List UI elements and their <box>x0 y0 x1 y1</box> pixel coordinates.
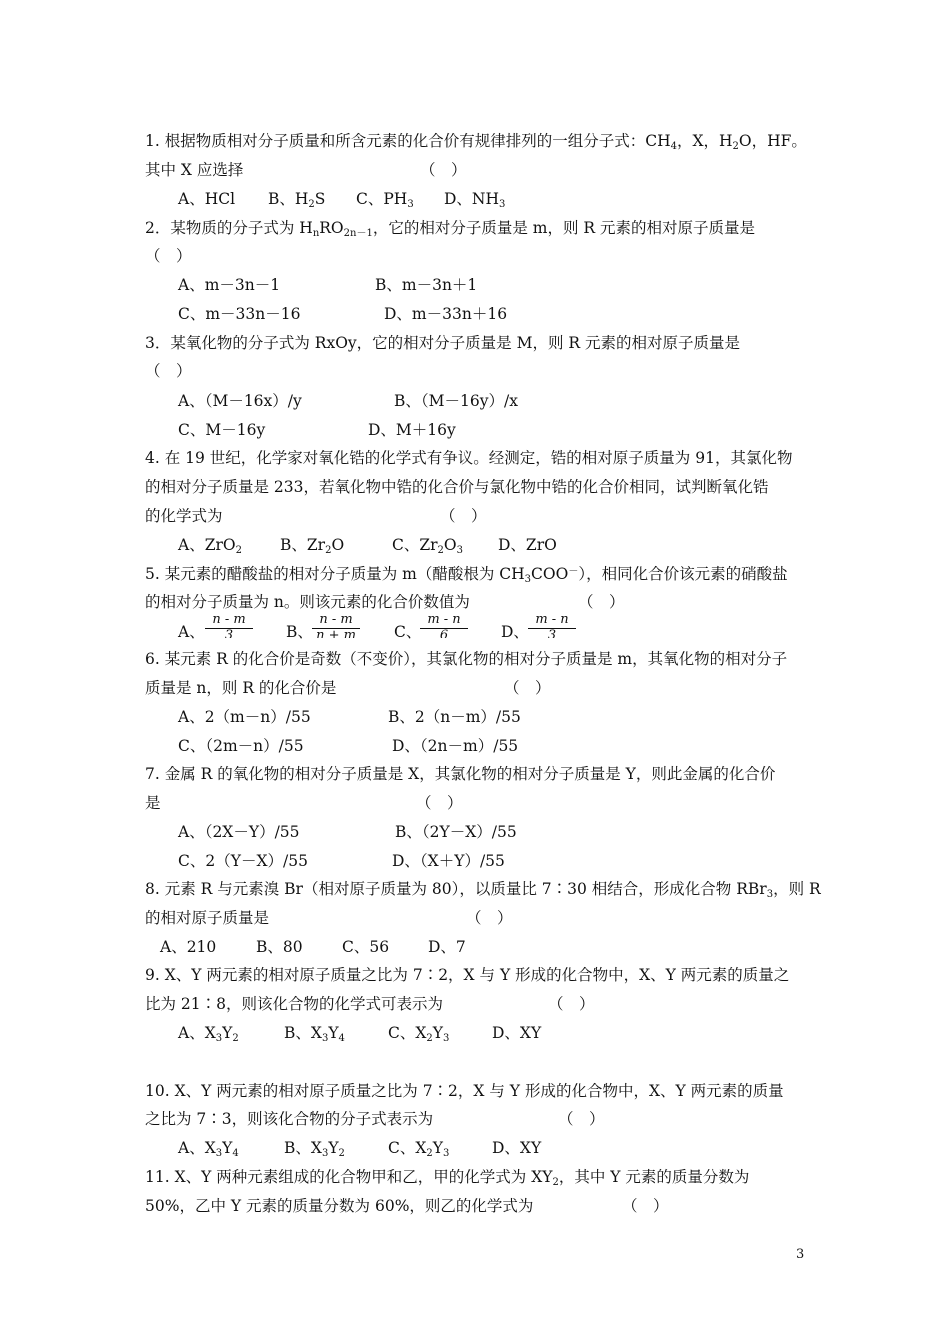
q4-stem-line3: 的化学式为 <box>145 507 223 525</box>
q9-option-d: D、XY <box>492 1024 542 1042</box>
q10-stem-line2: 之比为 7∶3，则该化合物的分子式表示为 <box>145 1110 434 1128</box>
q1-option-d: D、$NH_3$ <box>444 190 506 210</box>
q4-option-c: C、$Zr_2O_3$ <box>392 536 464 556</box>
q8-stem-line2: 的相对原子质量是 <box>145 909 270 927</box>
q11-answer-blank: （ ） <box>622 1197 669 1215</box>
q7-option-b: B、（2Y－X）/55 <box>395 823 517 841</box>
q9-answer-blank: （ ） <box>548 995 595 1013</box>
q10-option-b: B、$X_3Y_2$ <box>284 1139 345 1159</box>
q6-stem-line1: 6. 某元素 R 的化合价是奇数（不变价），其氯化物的相对分子质量是 m，其氧化物的相对分子 <box>145 650 788 668</box>
q6-option-a: A、2（m－n）/55 <box>178 708 311 726</box>
q1-option-b: B、$H_2S$ <box>268 190 326 210</box>
q1-option-a: A、HCl <box>178 190 236 208</box>
q6-option-c: C、（2m－n）/55 <box>178 737 304 755</box>
q7-stem-line2: 是 <box>145 794 161 812</box>
q4-stem-line2: 的相对分子质量是 233，若氧化物中锆的化合价与氯化物中锆的化合价相同，试判断氧化锆 <box>145 478 769 496</box>
q3-option-d: D、M＋16y <box>368 421 456 439</box>
q2-option-d: D、m－33n＋16 <box>384 305 508 323</box>
q5-stem-line2: 的相对分子质量为 n。则该元素的化合价数值为 <box>145 593 470 611</box>
q6-answer-blank: （ ） <box>504 679 551 697</box>
q9-stem-line2: 比为 21∶8，则该化合物的化学式可表示为 <box>145 995 444 1013</box>
q3-option-a: A、（M－16x）/y <box>178 392 302 410</box>
q5-stem-line1: 5. 某元素的醋酸盐的相对分子质量为 m（醋酸根为 $CH_3COO^-$），相同化合价该元素的硝酸盐 <box>145 565 788 585</box>
q1-stem-line1: 1. 根据物质相对分子质量和所含元素的化合价有规律排列的一组分子式：$CH_4$，X，$H_2O$，HF。 <box>145 132 807 152</box>
q4-stem-line1: 4. 在 19 世纪，化学家对氧化锆的化学式有争议。经测定，锆的相对原子质量为 91，其氯化物 <box>145 449 793 467</box>
q5-option-c-fraction: $\frac{m - n}{6}$ <box>420 612 468 638</box>
q9-option-b: B、$X_3Y_4$ <box>284 1024 345 1044</box>
q11-stem-line2: 50%，乙中 Y 元素的质量分数为 60%，则乙的化学式为 <box>145 1197 534 1215</box>
q7-answer-blank: （ ） <box>416 794 463 812</box>
q9-option-a: A、$X_3Y_2$ <box>178 1024 239 1044</box>
q8-option-b: B、80 <box>256 938 303 956</box>
q3-answer-blank: （ ） <box>145 362 192 380</box>
q6-stem-line2: 质量是 n，则 R 的化合价是 <box>145 679 337 697</box>
q8-option-d: D、7 <box>428 938 466 956</box>
q1-option-c: C、$PH_3$ <box>356 190 414 210</box>
q1-stem-line2: 其中 X 应选择 <box>145 161 244 179</box>
q9-option-c: C、$X_2Y_3$ <box>388 1024 450 1044</box>
q6-option-b: B、2（n－m）/55 <box>388 708 521 726</box>
q7-option-d: D、（X＋Y）/55 <box>392 852 505 870</box>
q5-option-b: B、 <box>286 623 313 641</box>
q8-option-c: C、56 <box>342 938 390 956</box>
q2-option-b: B、m－3n＋1 <box>375 276 478 294</box>
q5-option-a-fraction: $\frac{n - m}{3}$ <box>205 612 253 638</box>
q4-option-a: A、ZrO$_2$ <box>178 536 242 556</box>
q5-option-d: D、 <box>501 623 529 641</box>
q7-stem-line1: 7. 金属 R 的氧化物的相对分子质量是 X，其氯化物的相对分子质量是 Y，则此金属的化合价 <box>145 765 776 783</box>
q1-answer-blank: （ ） <box>420 161 467 179</box>
q10-stem-line1: 10. X、Y 两元素的相对原子质量之比为 7∶2，X 与 Y 形成的化合物中，X、Y 两元素的质量 <box>145 1082 784 1100</box>
q11-stem-line1: 11. X、Y 两种元素组成的化合物甲和乙，甲的化学式为 $XY_2$，其中 Y 元素的质量分数为 <box>145 1168 750 1188</box>
q4-option-b: B、$Zr_2O$ <box>280 536 345 556</box>
q4-option-d: D、ZrO <box>498 536 557 554</box>
q10-option-d: D、XY <box>492 1139 542 1157</box>
q3-option-b: B、（M－16y）/x <box>394 392 518 410</box>
q3-stem-line1: 3．某氧化物的分子式为 RxOy，它的相对分子质量是 M，则 R 元素的相对原子质量是 <box>145 334 740 352</box>
q6-option-d: D、（2n－m）/55 <box>392 737 519 755</box>
q8-answer-blank: （ ） <box>466 909 513 927</box>
page-number: 3 <box>796 1247 805 1262</box>
q3-option-c: C、M－16y <box>178 421 266 439</box>
q2-option-c: C、m－33n－16 <box>178 305 301 323</box>
q5-option-b-fraction: $\frac{n - m}{n + m}$ <box>312 612 360 638</box>
q2-option-a: A、m－3n－1 <box>178 276 281 294</box>
q10-answer-blank: （ ） <box>558 1110 605 1128</box>
q10-option-a: A、$X_3Y_4$ <box>178 1139 239 1159</box>
q8-stem-line1: 8. 元素 R 与元素溴 Br（相对原子质量为 80），以质量比 7∶30 相结合，形成化合物 RBr$_3$，则 R <box>145 880 821 900</box>
q2-stem-line1: 2．某物质的分子式为 $H_nRO_{2n-1}$，它的相对分子质量是 m，则 R 元素的相对原子质量是 <box>145 219 755 239</box>
q7-option-c: C、2（Y－X）/55 <box>178 852 308 870</box>
q8-option-a: A、210 <box>160 938 217 956</box>
q10-option-c: C、$X_2Y_3$ <box>388 1139 450 1159</box>
q5-option-a: A、 <box>178 623 205 641</box>
q5-option-c: C、 <box>394 623 422 641</box>
q5-option-d-fraction: $\frac{m - n}{3}$ <box>528 612 576 638</box>
q5-answer-blank: （ ） <box>578 593 625 611</box>
q4-answer-blank: （ ） <box>440 507 487 525</box>
q7-option-a: A、（2X－Y）/55 <box>178 823 300 841</box>
q9-stem-line1: 9. X、Y 两元素的相对原子质量之比为 7∶2，X 与 Y 形成的化合物中，X、Y 两元素的质量之 <box>145 966 790 984</box>
q2-answer-blank: （ ） <box>145 247 192 265</box>
